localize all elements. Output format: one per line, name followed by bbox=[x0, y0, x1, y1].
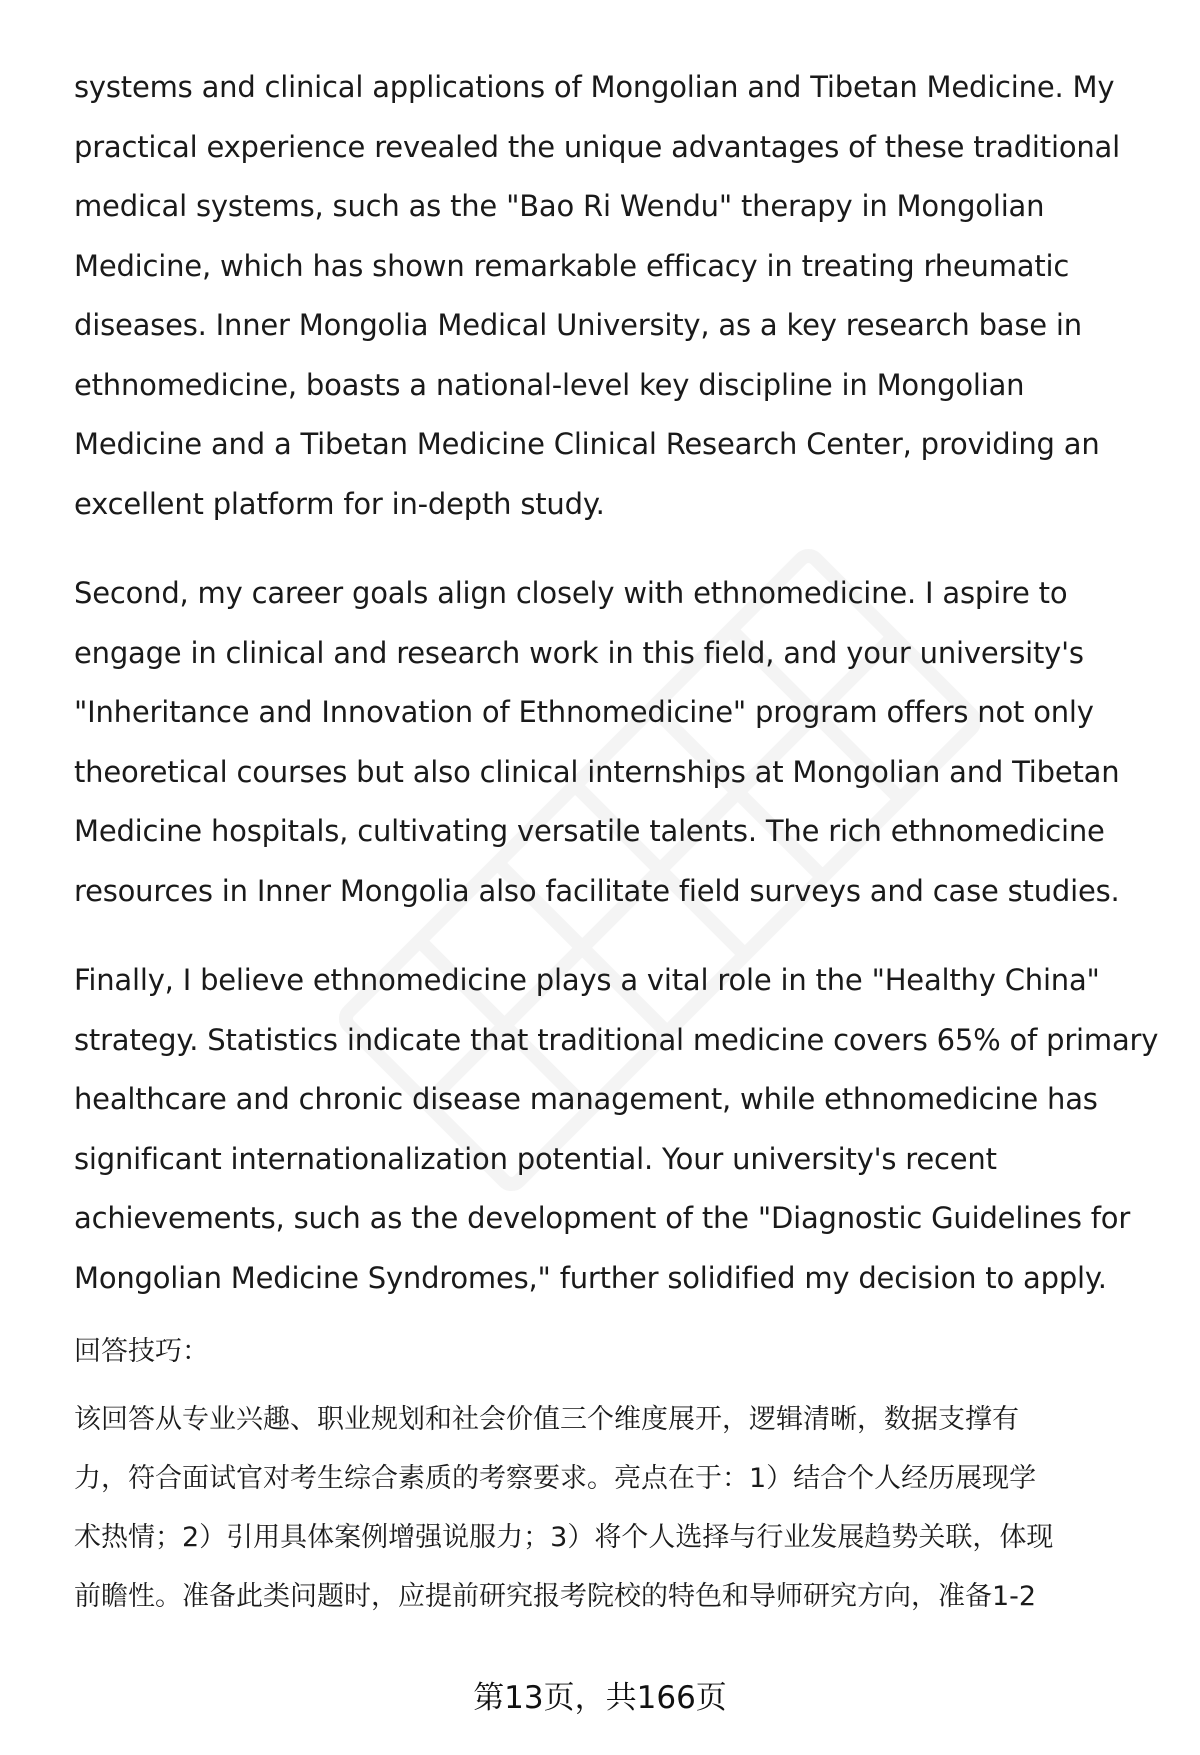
document-content bbox=[74, 58, 1159, 1626]
text-line: theoretical courses but also clinical internships at Mongolian and Tibetan bbox=[74, 754, 1120, 789]
text-line: 力，符合面试官对考生综合素质的考察要求。亮点在于：1）结合个人经历展现学 bbox=[74, 1463, 1037, 1494]
text-line: practical experience revealed the unique advantages of these traditional bbox=[74, 129, 1120, 164]
text-line: Medicine, which has shown remarkable efficacy in treating rheumatic bbox=[74, 248, 1070, 283]
text-line: Second, my career goals align closely with ethnomedicine. I aspire to bbox=[74, 576, 1068, 610]
page-number: 第13页，共166页 bbox=[473, 1680, 727, 1716]
text-line: excellent platform for in-depth study. bbox=[74, 486, 605, 521]
text-line: Finally, I believe ethnomedicine plays a vital role in the "Healthy China" bbox=[74, 963, 1100, 997]
text-line: achievements, such as the development of the "Diagnostic Guidelines for bbox=[74, 1201, 1131, 1235]
text-line: diseases. Inner Mongolia Medical University, as a key research base in bbox=[74, 308, 1082, 342]
text-line: 前瞻性。准备此类问题时，应提前研究报考院校的特色和导师研究方向，准备1-2 bbox=[74, 1581, 1037, 1612]
text-line: "Inheritance and Innovation of Ethnomedicine" program offers not only bbox=[74, 695, 1094, 729]
answer-tips-body bbox=[74, 1390, 1154, 1626]
text-line: engage in clinical and research work in this field, and your university's bbox=[74, 635, 1084, 670]
text-line: resources in Inner Mongolia also facilitate field surveys and case studies. bbox=[74, 873, 1120, 908]
text-line: ethnomedicine, boasts a national-level key discipline in Mongolian bbox=[74, 367, 1025, 402]
text-line: Medicine hospitals, cultivating versatile talents. The rich ethnomedicine bbox=[74, 814, 1105, 848]
text-line: Mongolian Medicine Syndromes," further solidified my decision to apply. bbox=[74, 1260, 1107, 1295]
text-line: Medicine and a Tibetan Medicine Clinical Research Center, providing an bbox=[74, 427, 1100, 461]
text-line: medical systems, such as the "Bao Ri Wendu" therapy in Mongolian bbox=[74, 189, 1045, 223]
answer-tips-heading: 回答技巧： bbox=[74, 1336, 209, 1367]
text-line: significant internationalization potential. Your university's recent bbox=[74, 1141, 997, 1176]
text-line: healthcare and chronic disease management, while ethnomedicine has bbox=[74, 1082, 1098, 1116]
text-line: systems and clinical applications of Mongolian and Tibetan Medicine. My bbox=[74, 70, 1115, 104]
paragraph-3 bbox=[74, 951, 1159, 1308]
text-line: strategy. Statistics indicate that traditional medicine covers 65% of primary bbox=[74, 1022, 1159, 1057]
paragraph-1 bbox=[74, 58, 1154, 534]
paragraph-2 bbox=[74, 564, 1154, 921]
answer-tips-section bbox=[74, 1332, 1154, 1626]
text-line: 术热情；2）引用具体案例增强说服力；3）将个人选择与行业发展趋势关联，体现 bbox=[74, 1522, 1054, 1553]
text-line: 该回答从专业兴趣、职业规划和社会价值三个维度展开，逻辑清晰，数据支撑有 bbox=[74, 1404, 1019, 1435]
